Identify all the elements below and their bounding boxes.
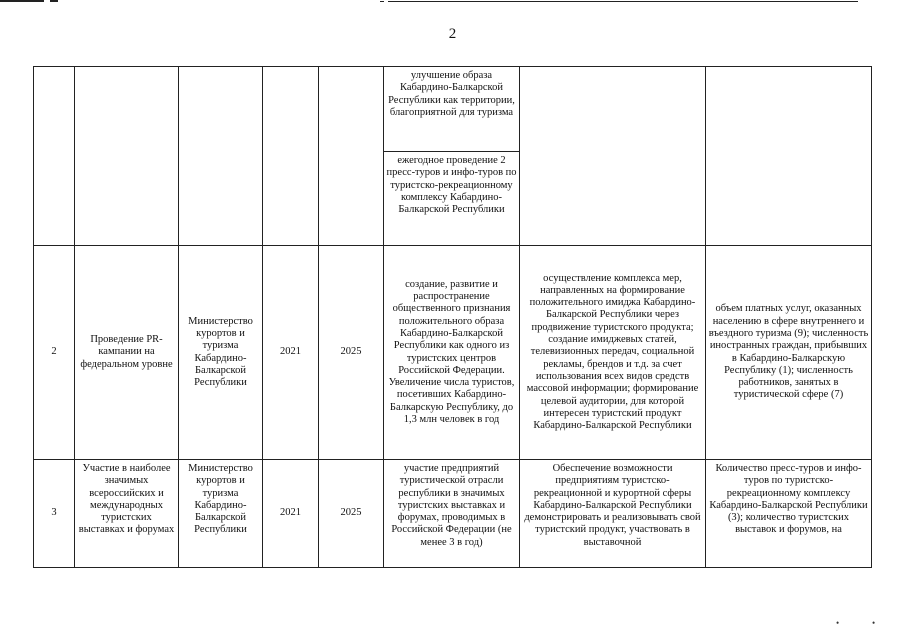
cell-indicators: Количество пресс-туров и инфо-туров по туристско-рекреационному комплексу Кабардино-Балкарской Республики (3); количество туристских выставок и форумов, на: [706, 460, 872, 568]
cell-end-year: 2025: [319, 246, 384, 460]
cell-executor: Министерство курортов и туризма Кабардино-Балкарской Республики: [179, 460, 263, 568]
scan-artifact-right: [388, 1, 858, 2]
cell-result: участие предприятий туристической отрасли республики в значимых туристских выставках и форумах, проводимых в Российской Федерации (не менее 3 в год): [384, 460, 520, 568]
cell-title: [75, 67, 179, 246]
cell-title: Проведение PR-кампании на федеральном уровне: [75, 246, 179, 460]
cell-start-year: 2021: [263, 460, 319, 568]
cell-executor: [179, 67, 263, 246]
cell-description: осуществление комплекса мер, направленных на формирование положительного имиджа Кабардино-Балкарской Республики через продвижение туристского продукта; создание имиджевых статей, телевизионных передач, социальной рекламы, брендов и т.д. за счет использования всех видов средств массовой информации; формирование целевой аудитории, для которой интересен туристский продукт Кабардино-Балкарской Республики: [520, 246, 706, 460]
cell-number: 2: [34, 246, 75, 460]
cell-description: [520, 67, 706, 246]
cell-number: [34, 67, 75, 246]
cell-start-year: [263, 67, 319, 246]
scan-speck: •: [872, 618, 876, 628]
cell-end-year: [319, 67, 384, 246]
cell-indicators: объем платных услуг, оказанных населению в сфере внутреннего и въездного туризма (9); численность иностранных граждан, прибывших в Кабардино-Балкарскую Республику (1); численность работников, занятых в туристической сфере (7): [706, 246, 872, 460]
scan-artifact-mid: [380, 1, 384, 2]
scan-artifact-left-2: [50, 0, 58, 2]
table-row: [34, 67, 872, 152]
program-table: [33, 66, 872, 568]
cell-indicators: [706, 67, 872, 246]
cell-result: улучшение образа Кабардино-Балкарской Республики как территории, благоприятной для туризма: [384, 67, 520, 152]
table-row: [34, 460, 872, 568]
cell-end-year: 2025: [319, 460, 384, 568]
cell-start-year: 2021: [263, 246, 319, 460]
cell-executor: Министерство курортов и туризма Кабардино-Балкарской Республики: [179, 246, 263, 460]
page-number: 2: [448, 26, 457, 42]
scan-speck: •: [836, 618, 840, 628]
table-row: [34, 246, 872, 460]
scan-artifact-left: [0, 0, 44, 2]
cell-title: Участие в наиболее значимых всероссийских и международных туристских выставках и форумах: [75, 460, 179, 568]
cell-description: Обеспечение возможности предприятиям туристско-рекреационной и курортной сферы Кабардино-Балкарской Республики демонстрировать и реализовывать свой туристский продукт, участвовать в выставочной: [520, 460, 706, 568]
cell-result: ежегодное проведение 2 пресс-туров и инфо-туров по туристско-рекреационному комплексу Кабардино-Балкарской Республики: [384, 152, 520, 246]
cell-number: 3: [34, 460, 75, 568]
cell-result: создание, развитие и распространение общественного признания положительного образа Кабардино-Балкарской Республики как одного из туристских центров Российской Федерации. Увеличение числа туристов, посетивших Кабардино-Балкарскую Республику, до 1,3 млн человек в год: [384, 246, 520, 460]
